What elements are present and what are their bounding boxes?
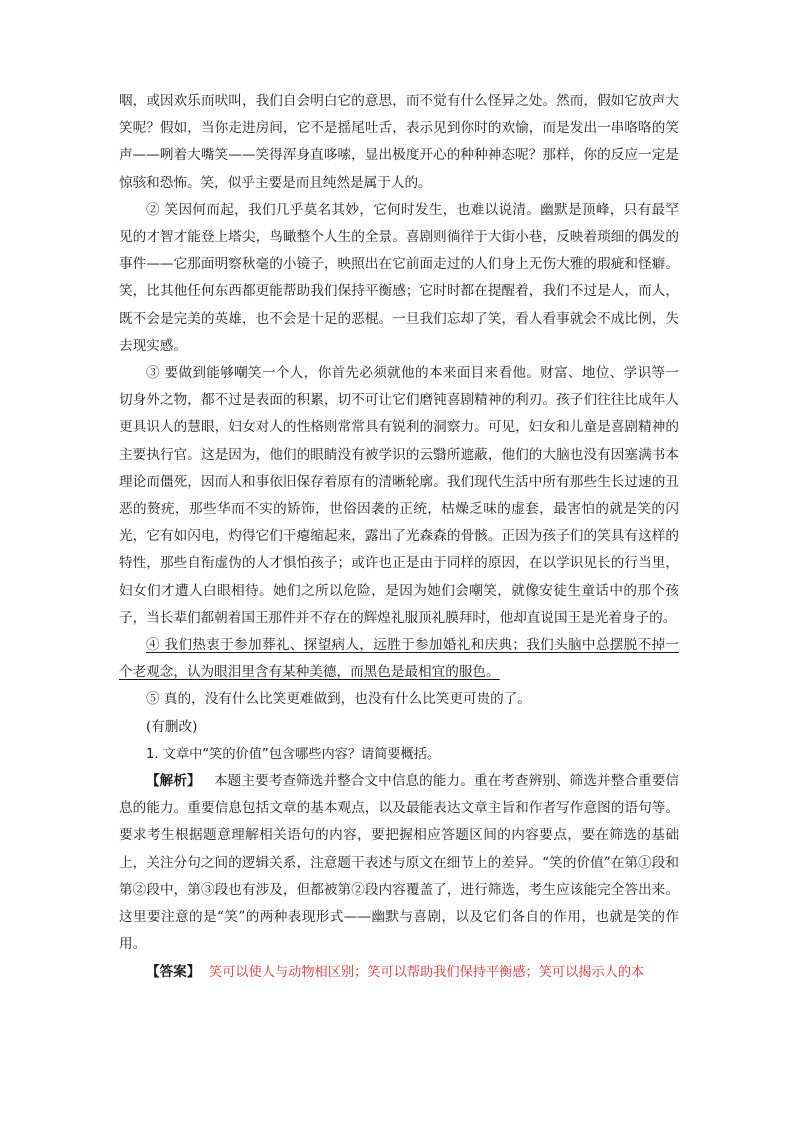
essay-paragraph-2: ② 笑因何而起，我们几乎莫名其妙，它何时发生，也难以说清。幽默是顶峰，只有最罕见的才智才能登上塔尖，鸟瞰整个人生的全景。喜剧则徜徉于大街小巷，反映着琐细的偶发的事件——它那面明察秋毫的小镜子，映照出在它前面走过的人们身上无伤大雅的瑕疵和怪癖。笑，比其他任何东西都更能帮助我们保持平衡感；它时时都在提醒着，我们不过是人，而人，既不会是完美的英雄，也不会是十足的恶棍。一旦我们忘却了笑，看人看事就会不成比例，失去现实感。	[119, 201, 679, 354]
essay-paragraph-3: ③ 要做到能够嘲笑一个人，你首先必须就他的本来面目来看他。财富、地位、学识等一切身外之物，都不过是表面的积累，切不可让它们磨钝喜剧精神的利刃。孩子们往往比成年人更具识人的慧眼，妇女对人的性格则常常具有锐利的洞察力。可见，妇女和儿童是喜剧精神的主要执行官。这是因为，他们的眼睛没有被学识的云翳所遮蔽，他们的大脑也没有因塞满书本理论而僵死，因而人和事依旧保存着原有的清晰轮廓。我们现代生活中所有那些生长过速的丑恶的赘疣，那些华而不实的矫饰，世俗因袭的正统，枯燥乏味的虚套，最害怕的就是笑的闪光，它有如闪电，灼得它们干瘪缩起来，露出了光森森的骨骸。正因为孩子们的笑具有这样的特性，那些自衔虚伪的人才惧怕孩子；或许也正是由于同样的原因，在以学识见长的行当里，妇女们才遭人白眼相待。她们之所以危险，是因为她们会嘲笑，就像安徒生童话中的那个孩子，当长辈们都朝着国王那件并不存在的辉煌礼服顶礼膜拜时，他却直说国王是光着身子的。	[119, 365, 679, 626]
question-1: 1. 文章中“笑的价值”包含哪些内容？请简要概括。	[146, 746, 441, 762]
essay-paragraph-continued: 咽，或因欢乐而吠叫，我们自会明白它的意思，而不觉有什么怪异之处。然而，假如它放声大笑呢？假如，当你走进房间，它不是摇尾吐舌，表示见到你时的欢愉，而是发出一串咯咯的笑声——咧着大嘴笑——笑得浑身直哆嗦，显出极度开心的种种神态呢？那样，你的反应一定是惊骇和恐怖。笑，似乎主要是而且纯然是属于人的。	[119, 93, 679, 191]
document-page	[119, 88, 679, 986]
analysis-text: 本题主要考查筛选并整合文中信息的能力。重在考查辨别、筛选并整合重要信息的能力。重要信息包括文章的基本观点，以及最能表达文章主旨和作者写作意图的语句等。要求考生根据题意理解相关语句的内容，要把握相应答题区间的内容要点，要在筛选的基础上，关注分句之间的逻辑关系，注意题干表述与原文在细节上的差异。“笑的价值”在第①段和第②段中，第③段也有涉及，但都被第②段内容覆盖了，进行筛选，考生应该能完全答出来。这里要注意的是“笑”的两种表现形式——幽默与喜剧，以及它们各自的作用，也就是笑的作用。	[119, 773, 680, 953]
source-note: (有删改)	[146, 718, 198, 735]
analysis-tag: 【解析】	[146, 773, 201, 790]
essay-paragraph-5: ⑤ 真的，没有什么比笑更难做到，也没有什么比笑更可贵的了。	[146, 691, 531, 708]
answer-tag: 【答案】	[146, 963, 201, 980]
essay-paragraph-4-underlined: ④ 我们热衷于参加葬礼、探望病人，远胜于参加婚礼和庆典；我们头脑中总摆脱不掉一个老观念，认为眼泪里含有某种美德，而黑色是最相宜的服色。	[119, 637, 679, 681]
answer-text: 笑可以使人与动物相区别；笑可以帮助我们保持平衡感；笑可以揭示人的本	[209, 964, 645, 980]
answer-block	[119, 959, 679, 986]
analysis-block	[119, 768, 679, 958]
